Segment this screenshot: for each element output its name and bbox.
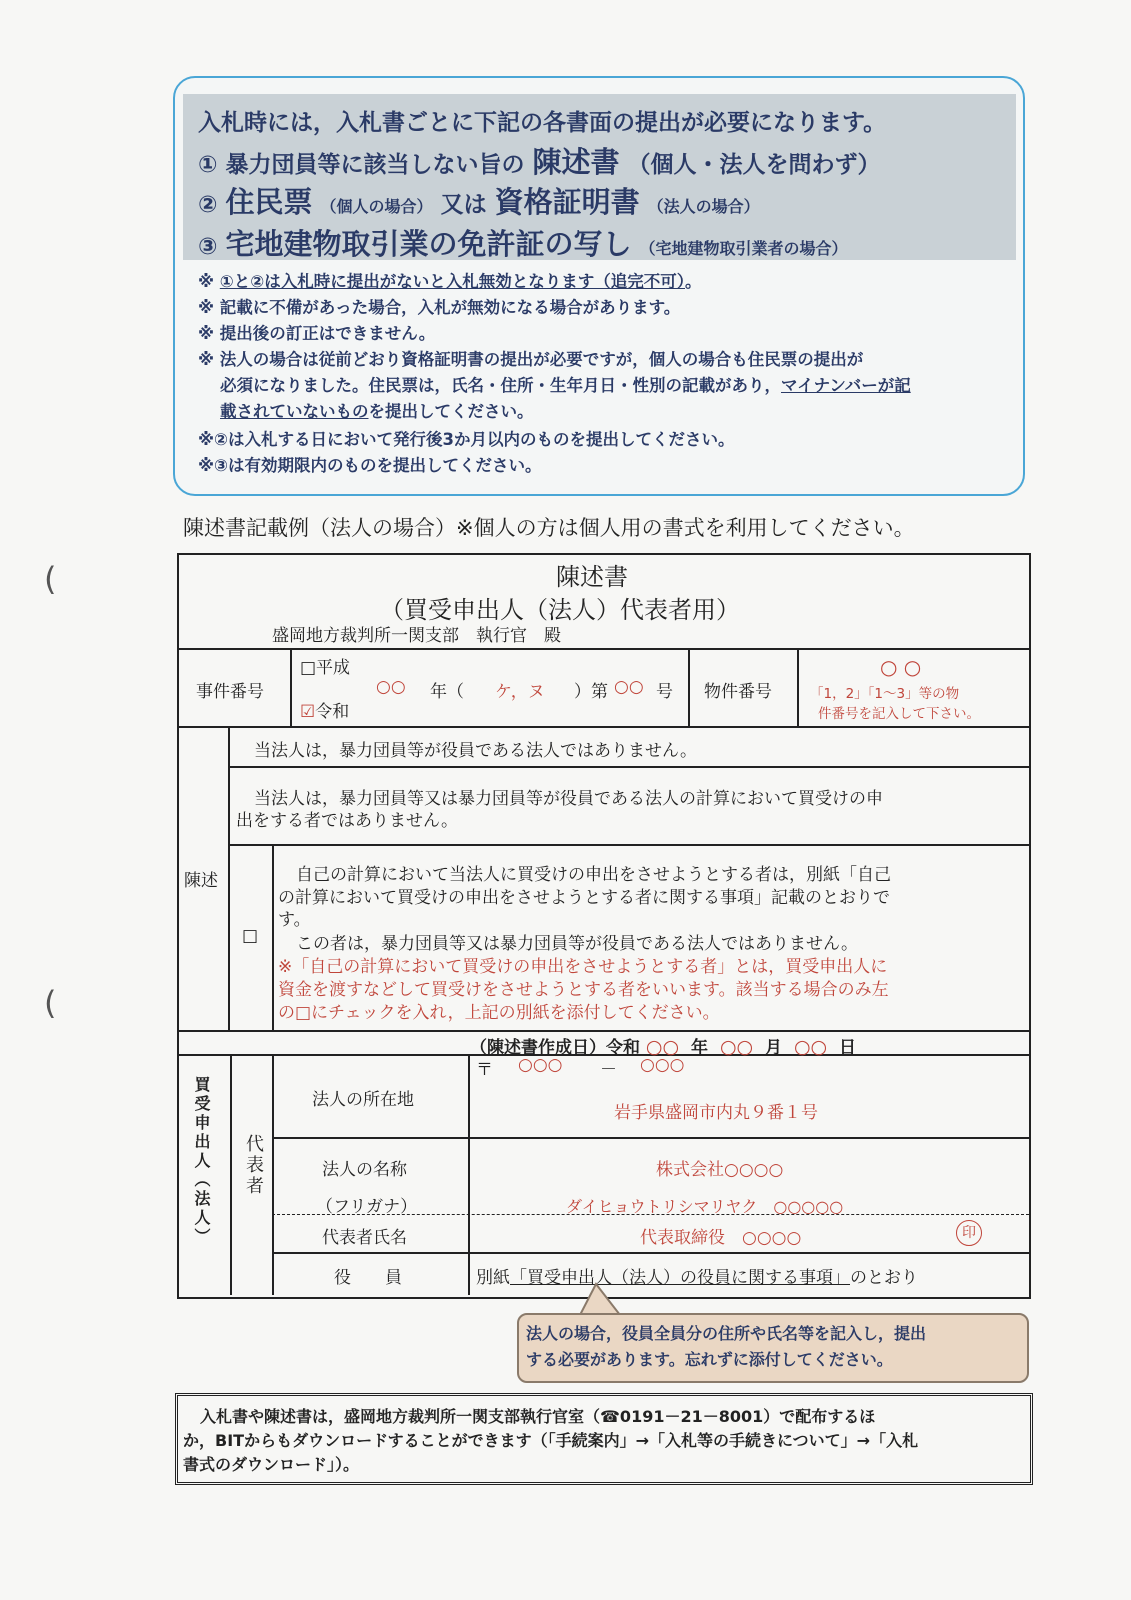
notice-item1: ① 暴力団員等に該当しない旨の 陳述書 （個人・法人を問わず）: [198, 145, 881, 179]
notice-note4c: 載されていないものを提出してください。: [220, 402, 534, 421]
form-title: 陳述書: [556, 563, 628, 591]
property-value: ○ ○: [880, 655, 922, 679]
form-addressee: 盛岡地方裁判所一関支部 執行官 殿: [272, 626, 561, 646]
address-value: 岩手県盛岡市内丸９番１号: [614, 1103, 818, 1123]
seal-stamp: 印: [956, 1220, 982, 1246]
property-label: 物件番号: [704, 682, 772, 702]
bubble-line2: する必要があります。忘れずに添付してください。: [526, 1350, 893, 1369]
case-nen: 年（: [430, 682, 464, 702]
statement-2b: 出をする者ではありません。: [236, 811, 459, 831]
notice-note2: ※ 記載に不備があった場合，入札が無効になる場合があります。: [198, 298, 681, 317]
statement-3-checkbox[interactable]: □: [242, 926, 259, 946]
property-note2: 件番号を記入して下さい。: [818, 706, 980, 722]
notice-line1: 入札時には，入札書ごとに下記の各書面の提出が必要になります。: [198, 110, 887, 136]
statement-3b: の計算において買受けの申出をさせようとする者に関する事項」記載のとおりで: [278, 888, 890, 908]
case-ke: ケ，ヌ: [495, 682, 545, 702]
case-go: 号: [656, 682, 673, 702]
postal-dash: －: [600, 1060, 617, 1080]
company-name-label: 法人の名称: [322, 1160, 407, 1180]
address-label: 法人の所在地: [312, 1090, 414, 1110]
representative-label: 代表者: [243, 1134, 264, 1197]
officer-label: 役 員: [334, 1268, 402, 1288]
notice-note1: ※ ①と②は入札時に提出がないと入札無効となります（追完不可）。: [198, 272, 702, 291]
rep-name-value: 代表取締役 ○○○○: [640, 1228, 802, 1248]
era-heisei: □平成: [300, 658, 351, 678]
statement-3-red3: の□にチェックを入れ，上記の別紙を添付してください。: [278, 1003, 720, 1023]
buyer-label: 買受申出人（法人）: [192, 1076, 211, 1247]
notice-note4b: 必須になりました。住民票は，氏名・住所・生年月日・性別の記載があり，マイナンバーが記: [220, 376, 911, 395]
binding-mark-top: (: [44, 560, 57, 598]
example-title: 陳述書記載例（法人の場合）※個人の方は個人用の書式を利用してください。: [183, 516, 915, 540]
statement-3c: す。: [278, 910, 311, 930]
case-number: ○○: [614, 677, 644, 697]
footer-line2: か，BITからもダウンロードすることができます（「手続案内」→「入札等の手続きについて」→「入札: [183, 1431, 919, 1450]
notice-note6: ※③は有効期限内のものを提出してください。: [198, 456, 542, 475]
notice-item3: ③ 宅地建物取引業の免許証の写し （宅地建物取引業者の場合）: [198, 227, 848, 261]
property-note1: 「1，2」「1〜3」等の物: [810, 686, 960, 702]
era-reiwa: ☑令和: [300, 702, 350, 722]
statement-3-red1: ※「自己の計算において買受けの申出をさせようとする者」とは，買受申出人に: [278, 957, 888, 977]
postal-mark: 〒: [476, 1060, 493, 1080]
furigana-value: ダイヒョウトリシマリヤク ○○○○○: [566, 1197, 844, 1216]
furigana-label: （フリガナ）: [316, 1197, 418, 1217]
statement-3d: この者は，暴力団員等又は暴力団員等が役員である法人ではありません。: [296, 934, 859, 954]
officer-value: 別紙「買受申出人（法人）の役員に関する事項」のとおり: [476, 1268, 918, 1288]
case-year: ○○: [376, 677, 406, 697]
rep-name-label: 代表者氏名: [322, 1228, 407, 1248]
statement-1: 当法人は，暴力団員等が役員である法人ではありません。: [254, 741, 698, 761]
statement-label: 陳述: [184, 871, 218, 891]
postal-code-2: ○○○: [640, 1055, 685, 1075]
form-subtitle: （買受申出人（法人）代表者用）: [380, 596, 740, 624]
statement-2a: 当法人は，暴力団員等又は暴力団員等が役員である法人の計算において買受けの申: [254, 789, 883, 809]
statement-3-red2: 資金を渡すなどして買受けをさせようとする者をいいます。該当する場合のみ左: [278, 980, 889, 1000]
footer-line3: 書式のダウンロード」）。: [183, 1455, 360, 1474]
postal-code-1: ○○○: [518, 1055, 563, 1075]
notice-note5: ※②は入札する日において発行後3か月以内のものを提出してください。: [198, 430, 735, 449]
company-name-value: 株式会社○○○○: [656, 1160, 784, 1180]
statement-3a: 自己の計算において当法人に買受けの申出をさせようとする者は，別紙「自己: [296, 865, 891, 885]
binding-mark-bottom: (: [44, 984, 57, 1022]
notice-note3: ※ 提出後の訂正はできません。: [198, 324, 436, 343]
case-close: ）第: [574, 682, 608, 702]
notice-item2: ② 住民票 （個人の場合） 又は 資格証明書 （法人の場合）: [198, 185, 760, 219]
date-row: （陳述書作成日）令和 ○○ 年 ○○ 月 ○○ 日: [470, 1036, 857, 1058]
footer-line1: 入札書や陳述書は，盛岡地方裁判所一関支部執行官室（☎0191－21－8001）で配布するほ: [200, 1407, 876, 1426]
notice-note4a: ※ 法人の場合は従前どおり資格証明書の提出が必要ですが，個人の場合も住民票の提出が: [198, 350, 864, 369]
case-label: 事件番号: [196, 682, 264, 702]
bubble-line1: 法人の場合，役員全員分の住所や氏名等を記入し，提出: [526, 1324, 927, 1343]
